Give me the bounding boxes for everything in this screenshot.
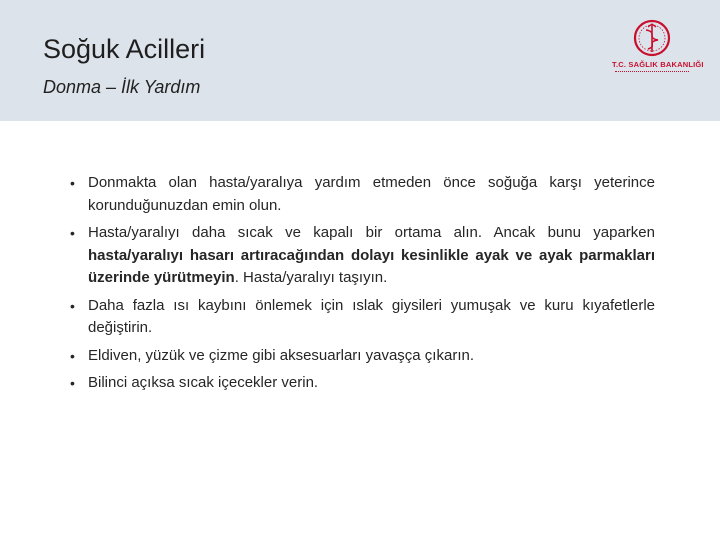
list-item-text-end: . Hasta/yaralıyı taşıyın. <box>234 269 388 286</box>
list-item-text: Eldiven, yüzük ve çizme gibi aksesuarları yavaşça çıkarın. <box>88 346 474 364</box>
slide-title: Soğuk Acilleri <box>43 34 206 64</box>
list-item <box>70 295 655 340</box>
bullet-icon: • <box>70 175 75 191</box>
bullet-list <box>70 172 655 400</box>
list-item-text: Daha fazla ısı kaybını önlemek için ıslak giysileri yumuşak ve kuru kıyafetlerle değiştirin. <box>88 296 655 336</box>
header-band <box>0 0 720 121</box>
ministry-emblem-icon <box>632 18 672 58</box>
list-item-bold-text: hasta/yaralıyı hasarı artıracağından dolayı kesinlikle ayak ve ayak parmakları üzerinde yürütmeyin <box>88 246 655 286</box>
ministry-logo <box>612 18 704 98</box>
list-item <box>70 345 655 368</box>
bullet-icon: • <box>70 297 75 314</box>
list-item-text: Donmakta olan hasta/yaralıya yardım etmeden önce soğuğa karşı yeterince korunduğunuzdan emin olun. <box>88 174 655 214</box>
list-item-text: Hasta/yaralıyı daha sıcak ve kapalı bir ortama alın. Ancak bunu yaparken <box>88 224 655 241</box>
bullet-icon: • <box>70 347 75 364</box>
bullet-icon: • <box>70 375 75 391</box>
list-item <box>70 372 655 395</box>
slide-subtitle: Donma – İlk Yardım <box>43 77 201 97</box>
ministry-name: T.C. SAĞLIK BAKANLIĞI <box>612 60 704 69</box>
list-item <box>70 172 655 217</box>
list-item-text: Bilinci açıksa sıcak içecekler verin. <box>88 374 319 391</box>
logo-tagline-line <box>615 71 689 75</box>
list-item <box>70 222 655 290</box>
bullet-icon: • <box>70 225 75 241</box>
